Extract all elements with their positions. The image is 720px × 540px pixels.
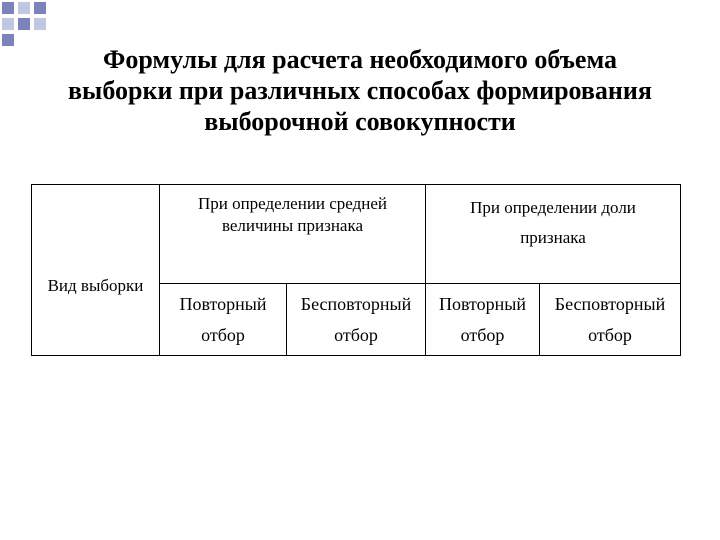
method-cell-share-repeat [426, 284, 540, 356]
method-cell-share-nonrepeat [540, 284, 681, 356]
method-line-1: Повторный [438, 293, 527, 314]
group-header-share [426, 185, 681, 284]
formula-table [31, 184, 681, 356]
row-header-cell [32, 185, 160, 356]
method-line-1: Бесповторный [300, 293, 412, 314]
method-line-1: Повторный [179, 293, 267, 314]
group-header-mean-line-1: При определении средней [197, 194, 388, 213]
group-header-mean-line-2: величины признака [221, 216, 364, 235]
method-cell-mean-nonrepeat [287, 284, 426, 356]
row-header-label: Вид выборки [47, 276, 144, 295]
method-line-1: Бесповторный [554, 293, 666, 314]
method-line-2: отбор [460, 324, 505, 345]
group-header-mean [160, 185, 426, 284]
method-line-2: отбор [334, 324, 378, 345]
decorative-squares-icon [0, 0, 70, 50]
group-header-share-line-1: При определении доли [470, 198, 636, 217]
method-cell-mean-repeat [160, 284, 287, 356]
title-line-3: выборочной совокупности [204, 107, 516, 136]
title-line-2: выборки при различных способах формирования [68, 76, 652, 105]
title-line-1: Формулы для расчета необходимого объема [103, 45, 617, 74]
group-header-share-line-2: признака [520, 228, 586, 247]
method-line-2: отбор [201, 324, 245, 345]
slide-title [20, 44, 700, 137]
method-line-2: отбор [588, 324, 632, 345]
